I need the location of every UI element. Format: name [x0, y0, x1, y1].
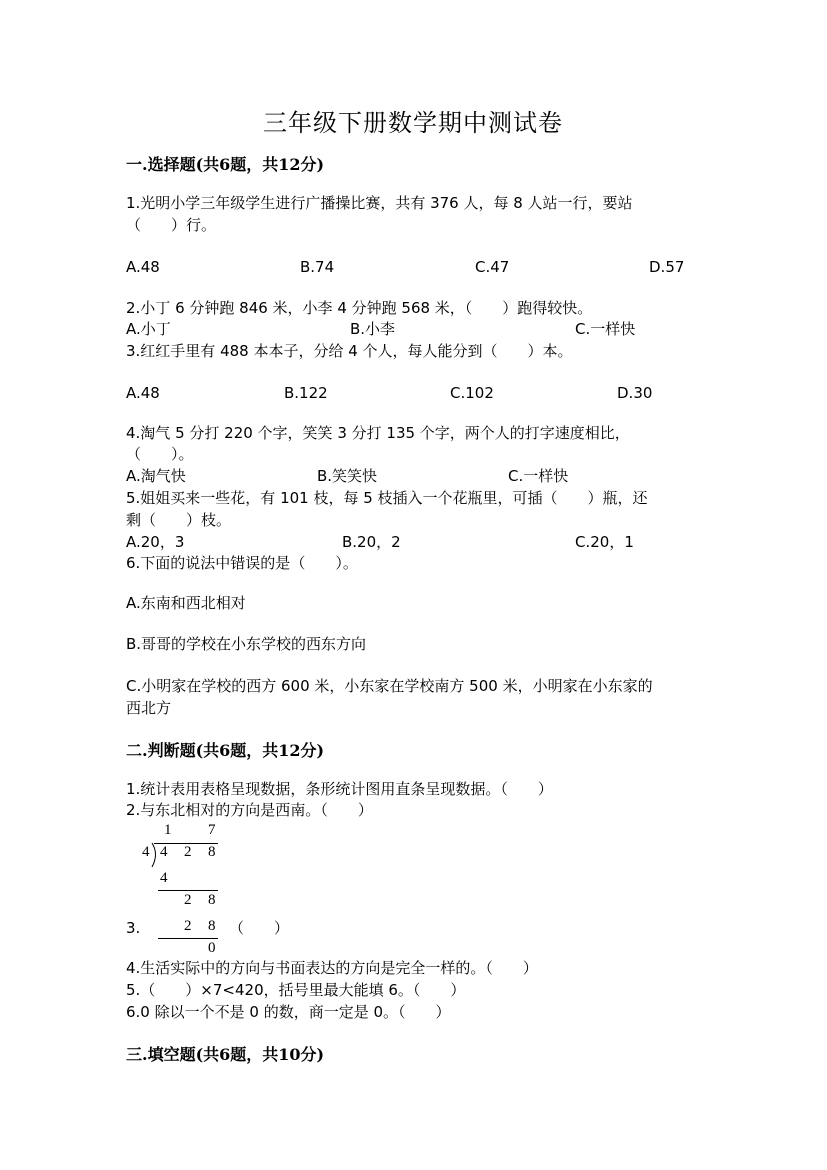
q4-text-line2: （ ）。: [126, 445, 194, 463]
q2-option-b: B.小李: [350, 320, 396, 338]
q1-option-b: B.74: [300, 258, 335, 276]
j3-label: 3.: [126, 919, 141, 937]
step-line: [158, 938, 218, 939]
q6-option-a: A.东南和西北相对: [126, 594, 246, 612]
section-heading-judgement: 二.判断题(共6题，共12分): [126, 741, 325, 760]
q1-option-c: C.47: [475, 258, 510, 276]
step-line: [158, 890, 218, 891]
j2-text: 2.与东北相对的方向是西南。（ ）: [126, 801, 373, 819]
j5-text: 5.（ ）×7<420，括号里最大能填 6。（ ）: [126, 981, 466, 999]
dividend-digit: 4: [160, 844, 168, 860]
q2-option-c: C.一样快: [575, 320, 636, 338]
q1-text-line2: （ ）行。: [126, 216, 217, 234]
q4-option-c: C.一样快: [508, 467, 569, 485]
dividend-digit: 8: [208, 844, 216, 860]
q5-text-line1: 5.姐姐买来一些花，有 101 枝，每 5 枝插入一个花瓶里，可插（ ）瓶，还: [126, 489, 648, 507]
q3-option-c: C.102: [450, 384, 494, 402]
step-value: 8: [208, 892, 216, 908]
q1-text-line1: 1.光明小学三年级学生进行广播操比赛，共有 376 人，每 8 人站一行，要站: [126, 194, 633, 212]
q2-text: 2.小丁 6 分钟跑 846 米，小李 4 分钟跑 568 米，（ ）跑得较快。: [126, 299, 593, 317]
remainder: 0: [208, 940, 216, 956]
q3-option-b: B.122: [284, 384, 328, 402]
q6-option-c-line2: 西北方: [126, 699, 172, 717]
quotient-digit: 7: [208, 822, 216, 838]
step-value: 4: [160, 870, 168, 886]
dividend-digit: 2: [184, 844, 192, 860]
q6-option-b: B.哥哥的学校在小东学校的西东方向: [126, 635, 367, 653]
q4-text-line1: 4.淘气 5 分打 220 个字，笑笑 3 分打 135 个字，两个人的打字速度相比，: [126, 424, 630, 442]
j3-paren: （ ）: [229, 919, 290, 937]
q1-option-d: D.57: [649, 258, 685, 276]
division-bracket-icon: [150, 842, 160, 868]
q2-option-a: A.小丁: [126, 320, 171, 338]
q4-option-a: A.淘气快: [126, 467, 186, 485]
long-division-figure: [128, 822, 238, 962]
q3-option-d: D.30: [617, 384, 653, 402]
section-heading-fill-blank: 三.填空题(共6题，共10分): [126, 1045, 325, 1064]
q3-option-a: A.48: [126, 384, 160, 402]
j4-text: 4.生活实际中的方向与书面表达的方向是完全一样的。（ ）: [126, 959, 538, 977]
q5-option-c: C.20，1: [575, 533, 634, 551]
q3-text: 3.红红手里有 488 本本子，分给 4 个人，每人能分到（ ）本。: [126, 342, 573, 360]
j1-text: 1.统计表用表格呈现数据，条形统计图用直条呈现数据。（ ）: [126, 780, 553, 798]
q5-option-a: A.20，3: [126, 533, 185, 551]
page-title: 三年级下册数学期中测试卷: [263, 109, 563, 137]
divisor: 4: [142, 844, 150, 860]
step-value: 8: [208, 918, 216, 934]
section-heading-choice: 一.选择题(共6题，共12分): [126, 155, 325, 174]
q4-option-b: B.笑笑快: [317, 467, 378, 485]
q5-option-b: B.20，2: [342, 533, 401, 551]
q1-option-a: A.48: [126, 258, 160, 276]
step-value: 2: [184, 892, 192, 908]
quotient-digit: 1: [164, 822, 172, 838]
step-value: 2: [184, 918, 192, 934]
q6-text: 6.下面的说法中错误的是（ ）。: [126, 554, 358, 572]
j6-text: 6.0 除以一个不是 0 的数，商一定是 0。（ ）: [126, 1003, 451, 1021]
q5-text-line2: 剩（ ）枝。: [126, 511, 232, 529]
q6-option-c-line1: C.小明家在学校的西方 600 米，小东家在学校南方 500 米，小明家在小东家的: [126, 677, 653, 695]
